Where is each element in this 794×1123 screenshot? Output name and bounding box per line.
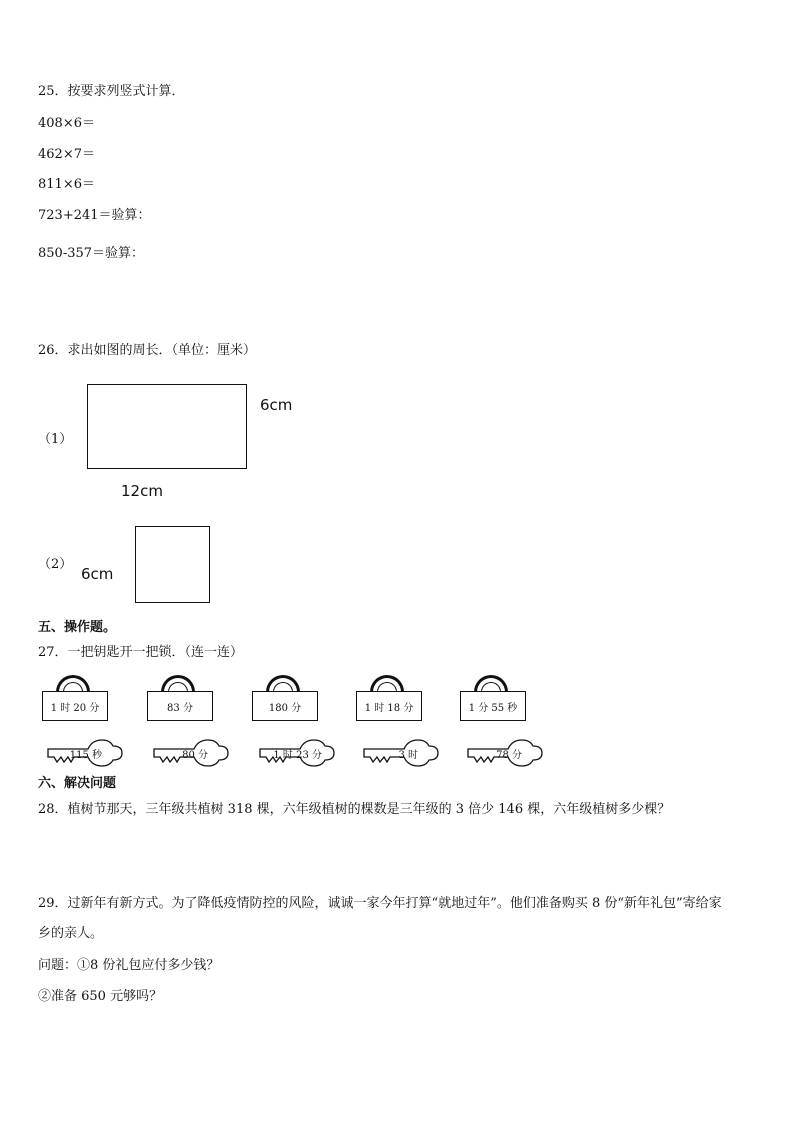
section-6-heading: 六、解决问题 [38, 776, 117, 791]
key-label: 115 秒 [69, 750, 102, 761]
q25-line-3: 811×6＝ [38, 177, 95, 192]
lock-2[interactable] [147, 675, 213, 727]
q25-line-1: 408×6＝ [38, 116, 95, 131]
rectangle-width-label: 12cm [121, 482, 163, 500]
square-side-label: 6cm [81, 565, 114, 583]
q29-line-1: 29．过新年有新方式。为了降低疫情防控的风险，诚诚一家今年打算“就地过年”。他们准备购买 8 份“新年礼包”寄给家 [38, 896, 722, 911]
q25-title: 25．按要求列竖式计算． [38, 84, 185, 99]
q26-title: 26．求出如图的周长．（单位：厘米） [38, 343, 257, 358]
lock-5[interactable] [460, 675, 526, 727]
q26-fig2-label: （2） [38, 557, 73, 572]
q27-title: 27．一把钥匙开一把锁．（连一连） [38, 645, 244, 660]
key-3[interactable] [256, 736, 336, 770]
key-label: 80 分 [182, 750, 208, 761]
lock-label: 180 分 [252, 691, 318, 721]
key-4[interactable] [360, 736, 440, 770]
q29-line-2: 乡的亲人。 [38, 926, 104, 941]
rectangle-figure [87, 384, 247, 469]
lock-label: 1 时 18 分 [356, 691, 422, 721]
q28-text: 28．植树节那天，三年级共植树 318 棵，六年级植树的棵数是三年级的 3 倍少 146 棵，六年级植树多少棵？ [38, 802, 671, 817]
key-2[interactable] [150, 736, 230, 770]
lock-label: 1 时 20 分 [42, 691, 108, 721]
key-5[interactable] [464, 736, 544, 770]
q25-line-4: 723+241＝验算： [38, 208, 151, 223]
q25-line-2: 462×7＝ [38, 147, 95, 162]
lock-4[interactable] [356, 675, 422, 727]
lock-3[interactable] [252, 675, 318, 727]
key-label: 78 分 [496, 750, 522, 761]
key-1[interactable] [44, 736, 124, 770]
square-figure [135, 526, 210, 603]
rectangle-height-label: 6cm [260, 396, 293, 414]
section-5-heading: 五、操作题。 [38, 620, 117, 635]
lock-label: 1 分 55 秒 [460, 691, 526, 721]
q29-question-2: ②准备 650 元够吗？ [38, 989, 163, 1004]
key-label: 3 时 [398, 750, 418, 761]
q26-fig1-label: （1） [38, 432, 73, 447]
lock-label: 83 分 [147, 691, 213, 721]
lock-1[interactable] [42, 675, 108, 727]
q29-question-1: 问题：①8 份礼包应付多少钱？ [38, 958, 220, 973]
q25-line-5: 850-357＝验算： [38, 246, 145, 261]
key-label: 1 时 23 分 [273, 750, 322, 761]
